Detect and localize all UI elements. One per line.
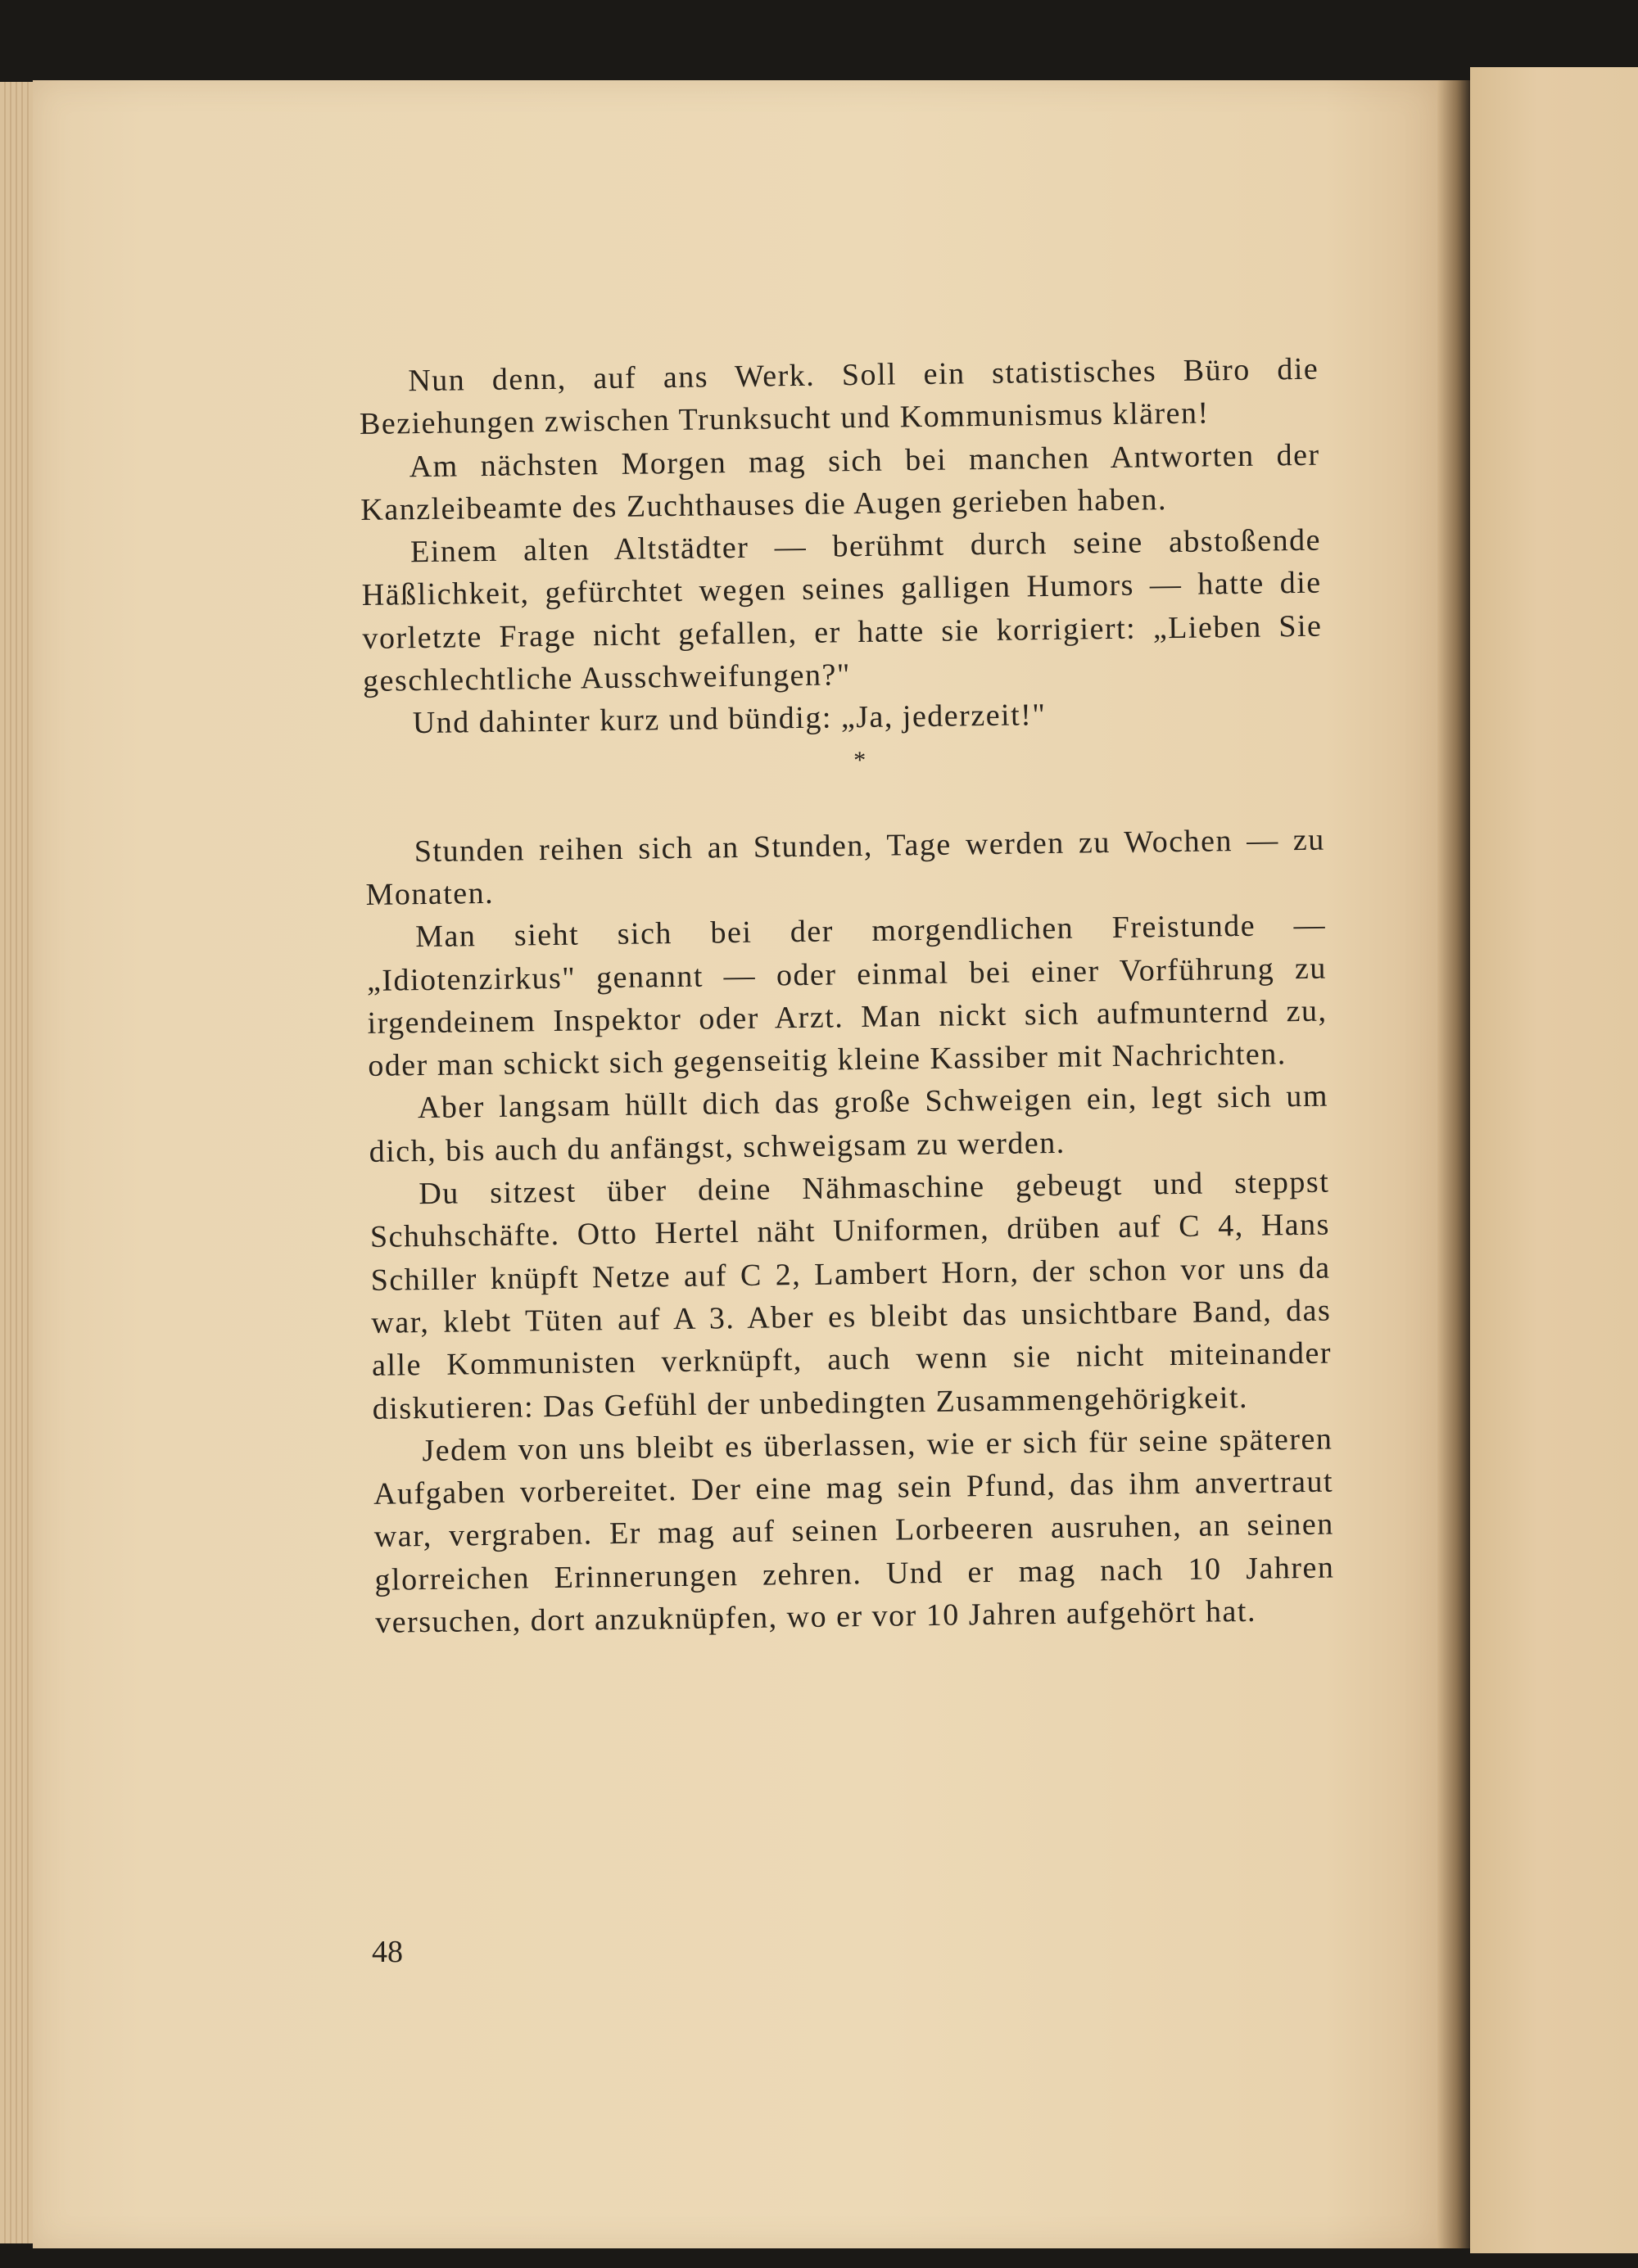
paragraph: Stunden reihen sich an Stunden, Tage werden zu Wochen — zu Monaten.	[365, 822, 1326, 912]
paragraph: Einem alten Altstädter — berühmt durch seine abstoßende Häßlichkeit, gefürchtet wegen seines galligen Humors — hatte die vorletzte Frage nicht gefallen, er hatte sie korrigiert: „Lieben Sie geschlechtliche Ausschweifungen?"	[361, 522, 1323, 699]
paragraph: Du sitzest über deine Nähmaschine gebeugt und steppst Schuhschäfte. Otto Hertel näht Uniformen, drüben auf C 4, Hans Schiller knüpft Netze auf C 2, Lambert Horn, der schon vor uns da war, klebt Tüten auf A 3. Aber es bleibt das unsichtbare Band, das alle Kommunisten verknüpft, auch wenn sie nicht miteinander diskutieren: Das Gefühl der unbedingten Zusammengehörigkeit.	[369, 1164, 1333, 1426]
next-page-edge	[1470, 67, 1638, 2253]
body-text	[359, 348, 1335, 1645]
paragraph: Nun denn, auf ans Werk. Soll ein statistisches Büro die Beziehungen zwischen Trunksucht und Kommunismus klären!	[359, 351, 1319, 442]
paragraph: Und dahinter kurz und bündig: „Ja, jederzeit!"	[412, 698, 1047, 741]
paragraph: Am nächsten Morgen mag sich bei manchen Antworten der Kanzleibeamte des Zuchthauses die Augen gerieben haben.	[360, 437, 1320, 527]
section-break: *	[853, 746, 867, 774]
page-number: 48	[372, 1935, 403, 1969]
paragraph: Man sieht sich bei der morgendlichen Freistunde — „Idiotenzirkus" genannt — oder einmal bei einer Vorführung zu irgendeinem Inspektor oder Arzt. Man nickt sich aufmunternd zu, oder man schickt sich gegenseitig kleine Kassiber mit Nachrichten.	[366, 907, 1328, 1084]
paragraph: Aber langsam hüllt dich das große Schweigen ein, legt sich um dich, bis auch du anfängst, schweigsam zu werden.	[369, 1079, 1329, 1169]
paragraph: Jedem von uns bleibt es überlassen, wie er sich für seine späteren Aufgaben vorbereitet. Der eine mag sein Pfund, das ihm anvertraut war, vergraben. Er mag auf seinen Lorbeeren ausruhen, an seinen glorreichen Erinnerungen zehren. Und er mag nach 10 Jahren versuchen, dort anzuknüpfen, wo er vor 10 Jahren aufgehört hat.	[373, 1421, 1335, 1640]
book-gutter	[1437, 80, 1470, 2248]
